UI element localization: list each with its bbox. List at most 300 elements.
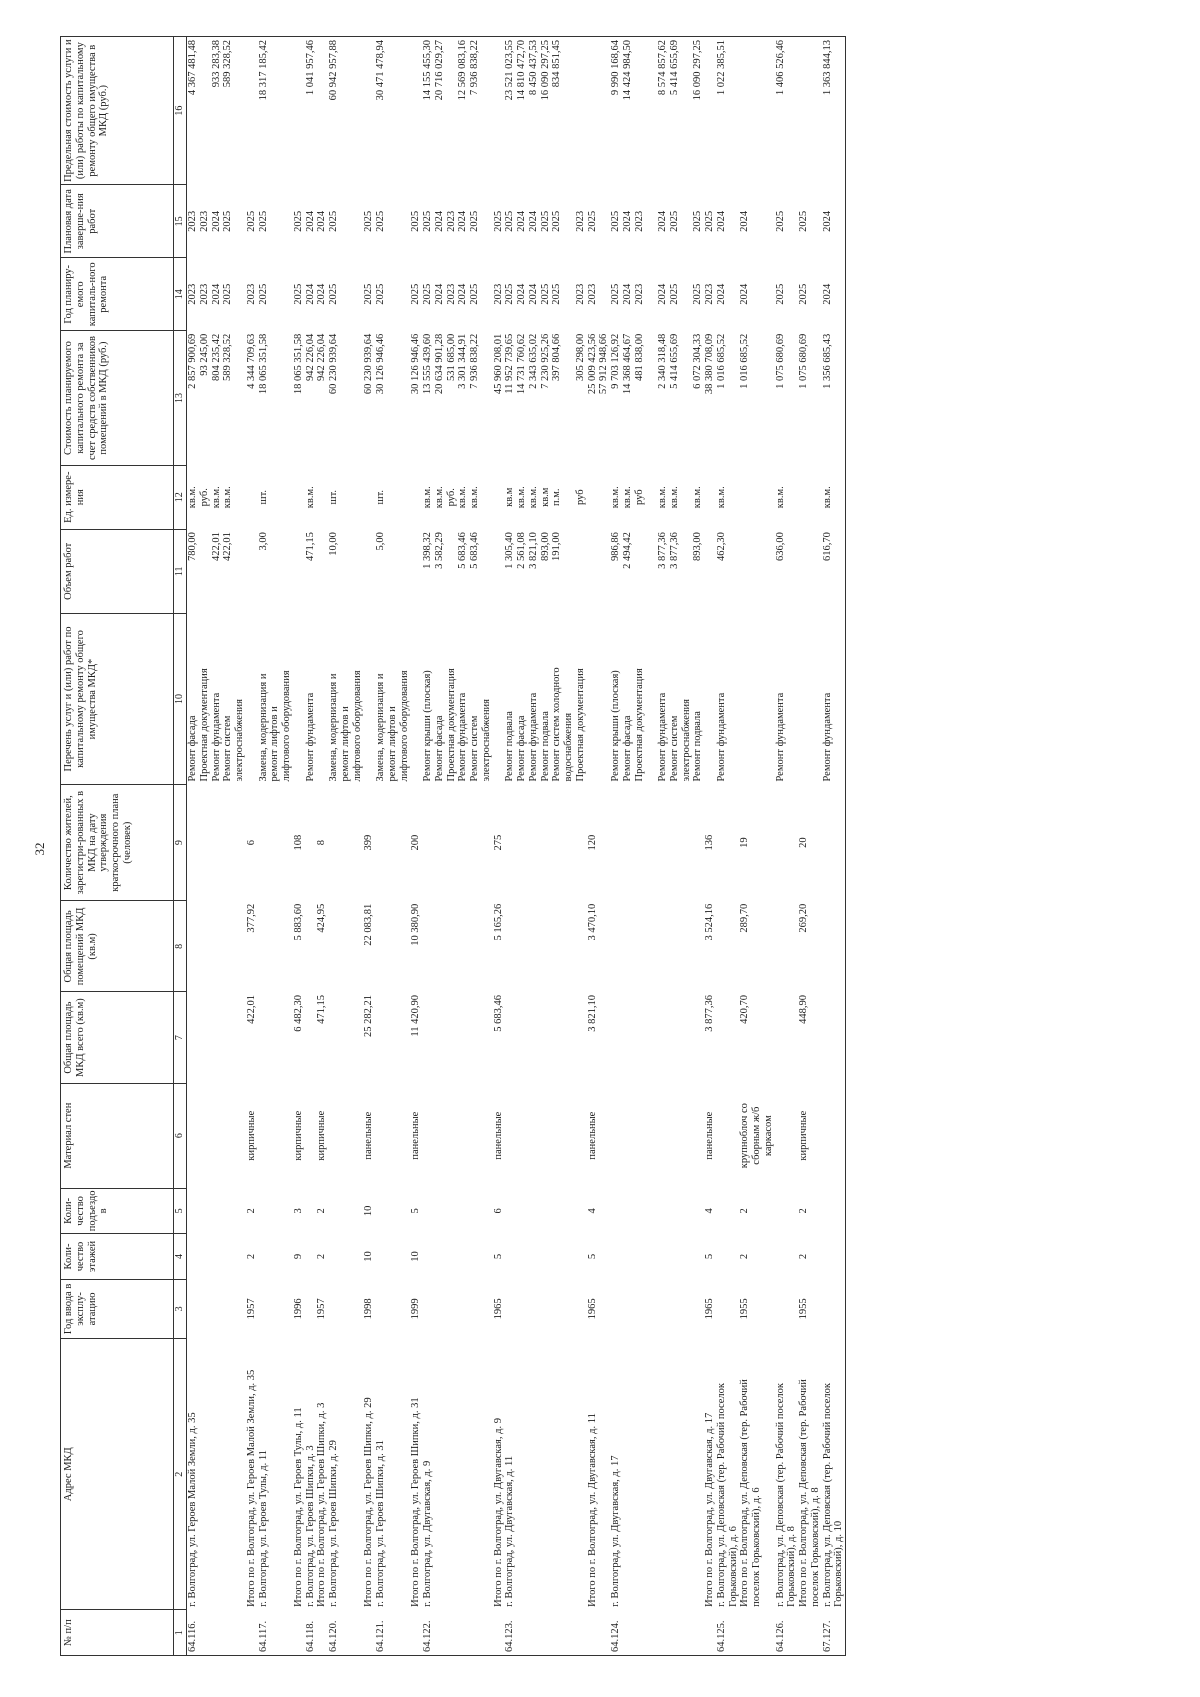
table-cell: Ремонт фундамента bbox=[304, 692, 316, 782]
table-cell bbox=[293, 529, 305, 613]
table-cell bbox=[187, 1279, 246, 1338]
table-cell: 8 bbox=[316, 840, 328, 846]
table-cell: 2025 bbox=[257, 283, 269, 305]
table-cell bbox=[258, 1188, 293, 1234]
table-cell: 2 bbox=[245, 1253, 257, 1260]
table-cell: 2025 2024 2024 2025 2025 2023 bbox=[504, 283, 586, 305]
column-number: 3 bbox=[174, 1279, 187, 1338]
table-cell: Ремонт крыши (плоская) Ремонт фасада Проектная документация Ремонт фундамента Ремонт систем электроснабжения Ремонт подвала bbox=[610, 668, 704, 782]
table-cell bbox=[328, 901, 363, 992]
table-cell bbox=[293, 1610, 305, 1656]
table-cell: кв.м кв.м. кв.м. кв.м п.м. руб bbox=[504, 486, 586, 509]
table-cell: 10 bbox=[363, 1251, 375, 1262]
table-cell: 5 bbox=[492, 1253, 504, 1260]
table-cell: 2025 bbox=[328, 210, 339, 232]
table-cell: 2025 bbox=[363, 210, 375, 232]
table-cell bbox=[422, 992, 493, 1083]
table-cell: 422,01 bbox=[245, 995, 257, 1024]
column-header: Год планиру-емого капиталь-ного ремонта bbox=[61, 258, 174, 331]
table-row bbox=[422, 37, 493, 1656]
table-row bbox=[246, 37, 258, 1656]
table-cell: 2 bbox=[245, 1208, 257, 1214]
table-cell: 1957 bbox=[245, 1298, 257, 1320]
column-number: 16 bbox=[174, 37, 187, 185]
table-cell: 30 471 478,94 bbox=[375, 37, 410, 185]
table-cell bbox=[246, 465, 258, 529]
table-cell: 22 083,81 bbox=[363, 903, 375, 946]
table-cell bbox=[410, 37, 422, 185]
table-cell bbox=[716, 785, 740, 901]
table-cell bbox=[316, 614, 328, 785]
table-cell bbox=[739, 529, 774, 613]
table-cell: 1965 bbox=[492, 1298, 504, 1320]
table-cell bbox=[328, 992, 363, 1083]
table-cell bbox=[610, 1234, 704, 1280]
table-cell bbox=[305, 785, 317, 901]
table-cell: 269,20 bbox=[798, 903, 809, 933]
table-cell bbox=[822, 901, 846, 992]
table-cell bbox=[504, 992, 586, 1083]
table-cell: 3 470,10 bbox=[586, 903, 598, 941]
table-cell: 2 857 900,69 93 245,00 804 235,42 589 328,52 bbox=[187, 333, 234, 389]
table-cell bbox=[410, 614, 422, 785]
table-cell: 18 065 351,58 bbox=[257, 333, 269, 395]
table-cell bbox=[375, 992, 410, 1083]
table-cell: 471,15 bbox=[316, 995, 328, 1024]
table-cell: Итого по г. Волгоград, ул. Героев Шипки, д. 29 bbox=[363, 1397, 375, 1607]
table-cell: г. Волгоград, ул. Героев Шипки, д. 31 bbox=[375, 1440, 386, 1607]
table-cell: 6 bbox=[492, 1208, 504, 1214]
table-cell bbox=[775, 785, 799, 901]
table-cell: 1 022 385,51 bbox=[716, 37, 740, 185]
table-cell: Итого по г. Волгоград, ул. Героев Шипки, д. 31 bbox=[410, 1397, 422, 1607]
table-cell: 10 bbox=[363, 1205, 375, 1217]
page-number: 32 bbox=[32, 842, 47, 856]
table-cell: 5 165,26 bbox=[492, 903, 504, 941]
table-cell: 108 bbox=[292, 834, 304, 851]
table-row bbox=[587, 37, 611, 1656]
table-cell: кв.м. руб. кв.м. кв.м. bbox=[187, 486, 234, 509]
table-cell: 1 363 844,13 bbox=[822, 37, 846, 185]
table-cell: 64.125. bbox=[716, 1610, 740, 1656]
table-cell bbox=[375, 901, 410, 992]
table-cell: 5 683,46 bbox=[492, 995, 504, 1032]
table-cell: Ремонт фасада Проектная документация Ремонт фундамента Ремонт систем электроснабжения bbox=[187, 668, 245, 782]
table-cell: 64.123. bbox=[504, 1610, 586, 1656]
table-cell: Итого по г. Волгоград, ул. Двугавская, д. 17 bbox=[704, 1412, 715, 1607]
table-cell: 420,70 bbox=[739, 995, 751, 1024]
table-cell: 399 bbox=[363, 834, 375, 851]
table-cell: 25 009 423,56 57 912 948,66 bbox=[586, 333, 610, 395]
table-cell: 2024 bbox=[304, 210, 316, 232]
table-cell bbox=[504, 1234, 586, 1280]
table-cell bbox=[305, 1234, 317, 1280]
column-header: Коли-чество подъездо в bbox=[61, 1188, 174, 1234]
table-cell bbox=[187, 901, 246, 992]
table-cell: 30 126 946,46 bbox=[375, 333, 386, 395]
column-header: Ед. измере-ния bbox=[61, 465, 174, 529]
table-cell: 2024 bbox=[822, 258, 846, 331]
column-header: Перечень услуг и (или) работ по капитальному ремонту общего имущества МКД* bbox=[61, 614, 174, 785]
table-cell bbox=[704, 1610, 716, 1656]
table-cell: 4 344 709,63 bbox=[245, 333, 257, 389]
table-cell: 424,95 bbox=[316, 903, 328, 933]
table-cell bbox=[822, 992, 846, 1083]
table-cell: 1 041 957,46 bbox=[305, 37, 317, 185]
column-header: Плановая дата заверше-ния работ bbox=[61, 185, 174, 258]
table-cell bbox=[422, 1083, 493, 1188]
column-number: 11 bbox=[174, 529, 187, 613]
table-cell: 1965 bbox=[586, 1298, 598, 1320]
table-cell bbox=[410, 529, 422, 613]
table-cell: 448,90 bbox=[798, 995, 809, 1024]
table-cell: 2025 bbox=[586, 210, 598, 232]
table-cell bbox=[739, 37, 774, 185]
table-cell: кв.м. кв.м. руб. кв.м. кв.м. bbox=[422, 486, 480, 509]
table-row bbox=[363, 37, 375, 1656]
table-cell: г. Волгоград, ул. Двугавская, д. 11 bbox=[504, 1455, 516, 1607]
table-cell: г. Волгоград, ул. Героев Шипки, д. 3 bbox=[304, 1445, 316, 1607]
table-cell: 2025 bbox=[292, 283, 304, 305]
table-cell bbox=[328, 1083, 363, 1188]
table-cell: г. Волгоград, ул. Двугавская, д. 9 bbox=[422, 1460, 433, 1607]
table-cell: 3 524,16 bbox=[704, 903, 715, 941]
table-cell bbox=[716, 1234, 740, 1280]
table-cell bbox=[187, 1234, 246, 1280]
table-cell bbox=[305, 1188, 317, 1234]
table-cell: 23 521 023,55 14 810 472,70 8 450 437,53 16 090 297,25 834 851,45 bbox=[504, 37, 586, 185]
table-cell bbox=[739, 465, 774, 529]
table-row bbox=[716, 37, 740, 1656]
table-cell: 289,70 bbox=[739, 903, 751, 933]
table-cell bbox=[704, 465, 716, 529]
table-cell: 636,00 bbox=[774, 532, 786, 562]
table-cell: 2025 bbox=[774, 283, 786, 305]
table-cell bbox=[775, 1234, 799, 1280]
table-cell bbox=[822, 1279, 846, 1338]
table-cell: 2023 2023 2024 2025 bbox=[187, 283, 234, 305]
table-cell bbox=[610, 785, 704, 901]
table-cell bbox=[610, 1279, 704, 1338]
table-cell: 11 952 739,65 14 731 760,62 2 343 635,02 7 230 925,26 397 804,66 305 298,00 bbox=[504, 333, 586, 395]
table-cell bbox=[305, 992, 317, 1083]
table-cell: 780,00 422,01 422,01 bbox=[187, 532, 234, 562]
table-cell bbox=[798, 465, 822, 529]
table-cell: 1965 bbox=[704, 1298, 715, 1320]
table-cell bbox=[798, 1610, 822, 1656]
column-number: 12 bbox=[174, 465, 187, 529]
table-cell bbox=[422, 785, 493, 901]
table-cell bbox=[258, 992, 293, 1083]
table-row bbox=[328, 37, 363, 1656]
table-cell: 986,86 2 494,42 3 877,36 3 877,36 893,00 bbox=[610, 532, 704, 569]
table-cell: Итого по г. Волгоград, ул. Героев Малой Земли, д. 35 bbox=[245, 1369, 257, 1607]
table-cell: 2024 bbox=[715, 210, 727, 232]
table-cell: 2 bbox=[798, 1208, 809, 1214]
table-cell bbox=[293, 37, 305, 185]
table-cell: 1999 bbox=[410, 1298, 422, 1320]
table-cell: 2024 bbox=[316, 283, 328, 305]
table-cell bbox=[187, 785, 246, 901]
table-cell bbox=[798, 37, 822, 185]
table-cell: 2 bbox=[798, 1253, 809, 1260]
column-number: 10 bbox=[174, 614, 187, 785]
table-cell: 2024 bbox=[739, 210, 751, 232]
table-cell bbox=[375, 1234, 410, 1280]
table-row bbox=[798, 37, 822, 1656]
table-cell bbox=[704, 529, 716, 613]
table-cell: Замена, модернизация и ремонт лифтов и лифтового оборудования bbox=[375, 670, 410, 782]
table-cell: г. Волгоград, ул. Двугавская, д. 17 bbox=[610, 1455, 621, 1607]
table-cell: Итого по г. Волгоград, ул. Двугавская, д. 11 bbox=[586, 1413, 598, 1607]
table-cell bbox=[293, 614, 305, 785]
table-cell: 1 075 680,69 bbox=[774, 333, 786, 389]
table-cell bbox=[363, 529, 375, 613]
table-cell: 9 990 168,64 14 424 984,50 8 574 857,62 5 414 655,69 16 090 297,25 bbox=[610, 37, 704, 185]
table-cell: 9 703 126,92 14 368 464,67 481 838,00 2 340 318,48 5 414 655,69 6 072 304,33 bbox=[610, 333, 704, 395]
table-cell: 2025 bbox=[704, 210, 715, 232]
table-cell: Замена, модернизация и ремонт лифтов и лифтового оборудования bbox=[257, 670, 292, 782]
table-cell: 10 bbox=[410, 1251, 422, 1262]
table-cell: 30 126 946,46 bbox=[410, 333, 422, 395]
table-cell: 64.126. bbox=[775, 1610, 799, 1656]
table-cell: 13 555 439,60 20 634 901,28 531 685,00 3 301 344,91 7 936 838,22 bbox=[422, 333, 480, 395]
table-cell: 942 226,04 bbox=[304, 333, 316, 382]
table-row bbox=[504, 37, 586, 1656]
table-cell: 2025 bbox=[328, 283, 339, 305]
table-cell bbox=[375, 1188, 410, 1234]
table-cell: 2023 bbox=[245, 283, 257, 305]
table-cell: 2025 bbox=[375, 283, 386, 305]
table-cell bbox=[316, 529, 328, 613]
table-cell: 2025 2024 2023 2024 2025 bbox=[422, 210, 480, 232]
table-cell: 3 bbox=[292, 1208, 304, 1214]
table-cell: 2 bbox=[316, 1253, 328, 1260]
column-header: Стоимость планируемого капитального ремонта за счет средств собственников помещений в МКД (руб.) bbox=[61, 331, 174, 466]
column-number: 8 bbox=[174, 901, 187, 992]
table-cell: 1955 bbox=[798, 1298, 809, 1320]
table-cell: 2023 2023 2024 2025 bbox=[187, 210, 234, 232]
table-cell: 5,00 bbox=[375, 532, 386, 551]
table-cell: Итого по г. Волгоград, ул. Деповская (тер. Рабочий поселок Горьковский), д. 6 bbox=[739, 1379, 762, 1607]
table-cell: шт. bbox=[328, 489, 339, 505]
table-cell bbox=[587, 1610, 611, 1656]
table-cell: 4 367 481,48 933 283,38 589 328,52 bbox=[187, 37, 246, 185]
table-cell: 6 482,30 bbox=[292, 995, 304, 1032]
table-cell: 2 bbox=[316, 1208, 328, 1214]
column-header: Объем работ bbox=[61, 529, 174, 613]
table-cell: Итого по г. Волгоград, ул. Деповская (тер. Рабочий поселок Горьковский), д. 8 bbox=[798, 1379, 821, 1607]
table-cell: 2023 bbox=[704, 283, 715, 305]
table-cell: 2023 bbox=[586, 283, 598, 305]
table-cell: 60 942 957,88 bbox=[328, 37, 363, 185]
table-cell bbox=[328, 1188, 363, 1234]
table-cell bbox=[328, 785, 363, 901]
table-body bbox=[187, 37, 846, 1656]
table-cell bbox=[587, 529, 611, 613]
table-cell: г. Волгоград, ул. Деповская (тер. Рабочий поселок Горьковский), д. 6 bbox=[715, 1382, 739, 1607]
table-cell: кирпичные bbox=[316, 1110, 328, 1161]
table-cell: 25 282,21 bbox=[363, 995, 375, 1037]
table-cell: 10 380,90 bbox=[410, 903, 422, 946]
table-cell: шт. bbox=[375, 489, 386, 505]
column-number: 4 bbox=[174, 1234, 187, 1280]
table-cell: 64.117. bbox=[258, 1610, 293, 1656]
table-cell: панельные bbox=[492, 1111, 504, 1160]
table-cell: 3 821,10 bbox=[586, 995, 598, 1032]
table-cell bbox=[422, 901, 493, 992]
table-row bbox=[258, 37, 293, 1656]
table-cell: Ремонт фундамента bbox=[715, 692, 727, 782]
table-cell bbox=[504, 901, 586, 992]
column-number: 7 bbox=[174, 992, 187, 1083]
table-cell bbox=[246, 529, 258, 613]
table-cell: 11 420,90 bbox=[410, 995, 422, 1037]
table-cell: 5 bbox=[586, 1253, 598, 1260]
table-cell bbox=[258, 785, 293, 901]
table-row bbox=[375, 37, 410, 1656]
table-cell bbox=[822, 1083, 846, 1188]
table-cell: г. Волгоград, ул. Героев Шипки, д. 29 bbox=[328, 1440, 339, 1607]
table-cell: 60 230 939,64 bbox=[363, 333, 375, 395]
table-cell: Ремонт подвала Ремонт фасада Ремонт фундамента Ремонт подвала Ремонт систем холодного водоснабжения Проектная документация bbox=[504, 667, 586, 782]
table-cell bbox=[316, 1610, 328, 1656]
table-cell: 120 bbox=[586, 834, 598, 851]
table-cell: 64.120. bbox=[328, 1610, 363, 1656]
table-cell: кв.м. bbox=[774, 486, 786, 509]
table-cell: 64.124. bbox=[610, 1610, 704, 1656]
rotated-table-container bbox=[60, 36, 1170, 1656]
table-row bbox=[822, 37, 846, 1656]
table-cell: 2025 2024 2023 2024 2025 2025 bbox=[610, 210, 704, 232]
table-cell bbox=[246, 37, 258, 185]
table-cell bbox=[716, 1279, 740, 1338]
table-cell: 275 bbox=[492, 834, 504, 851]
table-row bbox=[316, 37, 328, 1656]
table-cell: кирпичные bbox=[292, 1110, 304, 1161]
table-cell: Итого по г. Волгоград, ул. Героев Тулы, д. 11 bbox=[292, 1407, 304, 1607]
table-cell bbox=[410, 465, 422, 529]
table-cell: кирпичные bbox=[798, 1110, 809, 1161]
table-cell: панельные bbox=[410, 1111, 422, 1160]
table-cell bbox=[410, 1610, 422, 1656]
table-cell: 2025 bbox=[410, 210, 422, 232]
column-number: 14 bbox=[174, 258, 187, 331]
capital-repair-plan-table bbox=[60, 36, 846, 1656]
table-cell: 2023 bbox=[492, 283, 504, 305]
table-cell bbox=[246, 614, 258, 785]
table-cell bbox=[493, 529, 505, 613]
table-cell: крупноблоч со сборным ж/б каркасом bbox=[739, 1103, 774, 1169]
table-cell: 3 877,36 bbox=[704, 995, 715, 1032]
table-cell bbox=[610, 1188, 704, 1234]
table-cell bbox=[704, 37, 716, 185]
table-cell: 1957 bbox=[316, 1298, 328, 1320]
table-cell bbox=[587, 614, 611, 785]
table-cell: 2025 bbox=[492, 210, 504, 232]
table-cell: Итого по г. Волгоград, ул. Героев Шипки, д. 3 bbox=[316, 1402, 328, 1607]
table-cell bbox=[328, 1279, 363, 1338]
table-cell: 2025 2024 2023 2024 2025 2025 bbox=[610, 283, 704, 305]
table-cell bbox=[187, 1083, 246, 1188]
table-cell bbox=[610, 1083, 704, 1188]
table-cell bbox=[363, 465, 375, 529]
table-cell bbox=[293, 465, 305, 529]
table-cell bbox=[504, 785, 586, 901]
column-number-row bbox=[174, 37, 187, 1656]
table-row bbox=[187, 37, 246, 1656]
table-cell: Ремонт крыши (плоская) Ремонт фасада Проектная документация Ремонт фундамента Ремонт систем электроснабжения bbox=[422, 668, 492, 782]
column-number: 6 bbox=[174, 1083, 187, 1188]
table-row bbox=[305, 37, 317, 1656]
column-header: Количество жителей, зарегистри-рованных в МКД на дату утверждения краткосрочного плана (человек) bbox=[61, 785, 174, 901]
column-number: 9 bbox=[174, 785, 187, 901]
table-cell: 2025 2024 2023 2024 2025 bbox=[422, 283, 480, 305]
table-row bbox=[610, 37, 704, 1656]
table-cell: 1 305,40 2 561,08 3 821,10 893,00 191,00 bbox=[504, 532, 563, 569]
table-row bbox=[410, 37, 422, 1656]
column-header: Предельная стоимость услуги и (или) работы по капитальному ремонту общего имущества в МКД (руб.) bbox=[61, 37, 174, 185]
table-cell bbox=[258, 901, 293, 992]
table-cell: кирпичные bbox=[245, 1110, 257, 1161]
table-cell: 18 065 351,58 bbox=[292, 333, 304, 395]
table-cell: г. Волгоград, ул. Деповская (тер. Рабочий поселок Горьковский), д. 10 bbox=[822, 1339, 846, 1610]
table-cell: 6 bbox=[245, 840, 257, 846]
table-cell bbox=[328, 1234, 363, 1280]
table-cell bbox=[375, 1279, 410, 1338]
table-cell bbox=[187, 1188, 246, 1234]
table-cell bbox=[258, 1234, 293, 1280]
table-cell: 2024 bbox=[715, 283, 727, 305]
table-cell: 377,92 bbox=[245, 903, 257, 933]
table-cell: 471,15 bbox=[304, 532, 316, 562]
table-cell: 462,30 bbox=[715, 532, 727, 562]
column-header: № п/п bbox=[61, 1610, 174, 1656]
table-cell: 2025 bbox=[798, 283, 809, 305]
table-cell: кв.м. bbox=[304, 486, 316, 509]
table-cell: 3,00 bbox=[257, 532, 269, 551]
table-cell bbox=[798, 529, 822, 613]
table-cell bbox=[305, 1279, 317, 1338]
table-cell bbox=[375, 785, 410, 901]
table-cell: кв.м. bbox=[822, 465, 846, 529]
table-cell: Замена, модернизация и ремонт лифтов и лифтового оборудования bbox=[328, 670, 363, 782]
table-cell: 20 bbox=[798, 837, 809, 848]
table-cell: 2025 bbox=[363, 283, 375, 305]
table-cell: панельные bbox=[586, 1111, 598, 1160]
table-cell bbox=[422, 1188, 493, 1234]
table-cell: 64.116. bbox=[187, 1610, 246, 1656]
table-cell bbox=[587, 465, 611, 529]
column-number: 1 bbox=[174, 1610, 187, 1656]
table-cell bbox=[739, 614, 774, 785]
table-cell: 2025 bbox=[245, 210, 257, 232]
table-cell: 2024 bbox=[739, 283, 751, 305]
table-header-row bbox=[61, 37, 174, 1656]
table-cell: 19 bbox=[739, 837, 751, 848]
table-cell: г. Волгоград, ул. Героев Малой Земли, д. 35 bbox=[187, 1412, 198, 1607]
table-cell: 1955 bbox=[739, 1298, 751, 1320]
table-cell bbox=[716, 1083, 740, 1188]
table-cell: Ремонт фундамента bbox=[774, 692, 786, 782]
table-cell: 60 230 939,64 bbox=[328, 333, 339, 395]
table-cell bbox=[504, 1279, 586, 1338]
table-cell bbox=[610, 901, 704, 992]
table-cell: 1998 bbox=[363, 1298, 375, 1320]
table-cell: шт. bbox=[257, 489, 269, 505]
table-cell bbox=[822, 785, 846, 901]
table-cell: 1996 bbox=[292, 1298, 304, 1320]
